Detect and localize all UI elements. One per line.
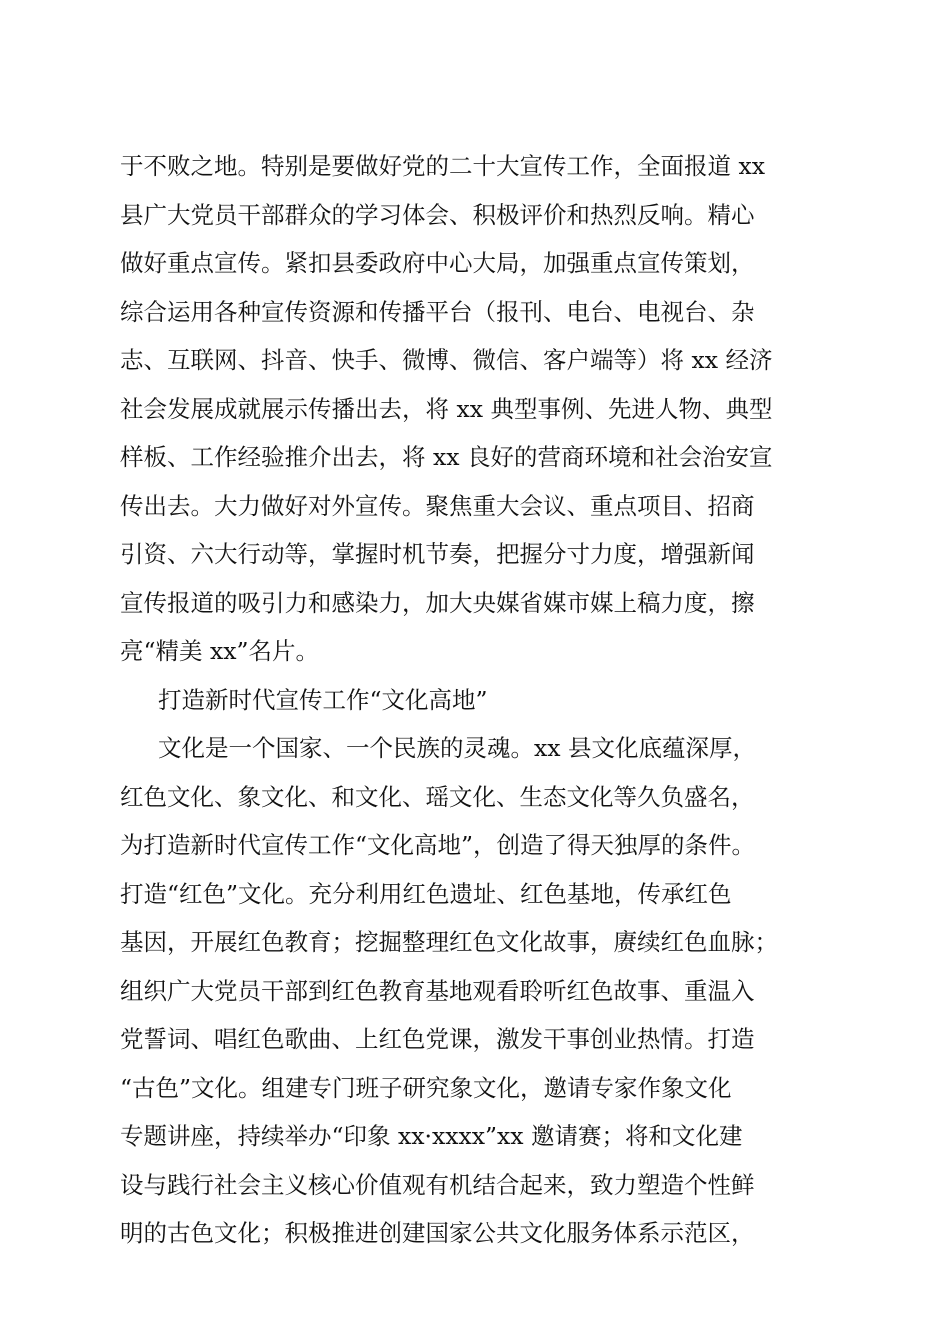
body-text	[120, 142, 850, 1258]
text-line: 于不败之地。特别是要做好党的二十大宣传工作，全面报道 xx	[120, 152, 765, 180]
text-line: 红色文化、象文化、和文化、瑶文化、生态文化等久负盛名，	[120, 782, 755, 811]
text-line: 综合运用各种宣传资源和传播平台（报刊、电台、电视台、杂	[120, 297, 755, 326]
text-line: “古色”文化。组建专门班子研究象文化，邀请专家作象文化	[120, 1073, 732, 1102]
text-line: 社会发展成就展示传播出去，将 xx 典型事例、先进人物、典型	[120, 394, 773, 423]
text-line: 传出去。大力做好对外宣传。聚焦重大会议、重点项目、招商	[120, 491, 755, 520]
text-line: 宣传报道的吸引力和感染力，加大央媒省媒市媒上稿力度，擦	[120, 588, 755, 617]
text-line: 引资、六大行动等，掌握时机节奏，把握分寸力度，增强新闻	[120, 540, 755, 568]
text-line: 设与践行社会主义核心价值观有机结合起来，致力塑造个性鲜	[120, 1170, 755, 1199]
text-line: 基因，开展红色教育；挖掘整理红色文化故事，赓续红色血脉；	[120, 928, 778, 956]
text-line: 为打造新时代宣传工作“文化高地”，创造了得天独厚的条件。	[120, 831, 756, 859]
text-line: 明的古色文化；积极推进创建国家公共文化服务体系示范区，	[120, 1219, 755, 1247]
text-line: 亮“精美 xx”名片。	[120, 637, 320, 665]
text-line: 专题讲座，持续举办“印象 xx·xxxx”xx 邀请赛；将和文化建	[120, 1122, 743, 1150]
paragraph-first-line: 文化是一个国家、一个民族的灵魂。xx 县文化底蕴深厚，	[158, 734, 756, 762]
section-heading: 打造新时代宣传工作“文化高地”	[158, 685, 488, 714]
text-line: 县广大党员干部群众的学习体会、积极评价和热烈反响。精心	[120, 200, 755, 229]
text-line: 打造“红色”文化。充分利用红色遗址、红色基地，传承红色	[120, 879, 732, 908]
text-line: 组织广大党员干部到红色教育基地观看聆听红色故事、重温入	[120, 976, 755, 1005]
text-line: 样板、工作经验推介出去，将 xx 良好的营商环境和社会治安宣	[120, 443, 773, 471]
text-line: 志、互联网、抖音、快手、微博、微信、客户端等）将 xx 经济	[120, 346, 773, 374]
text-line: 党誓词、唱红色歌曲、上红色党课，激发干事创业热情。打造	[120, 1025, 755, 1053]
text-line: 做好重点宣传。紧扣县委政府中心大局，加强重点宣传策划，	[120, 249, 755, 277]
